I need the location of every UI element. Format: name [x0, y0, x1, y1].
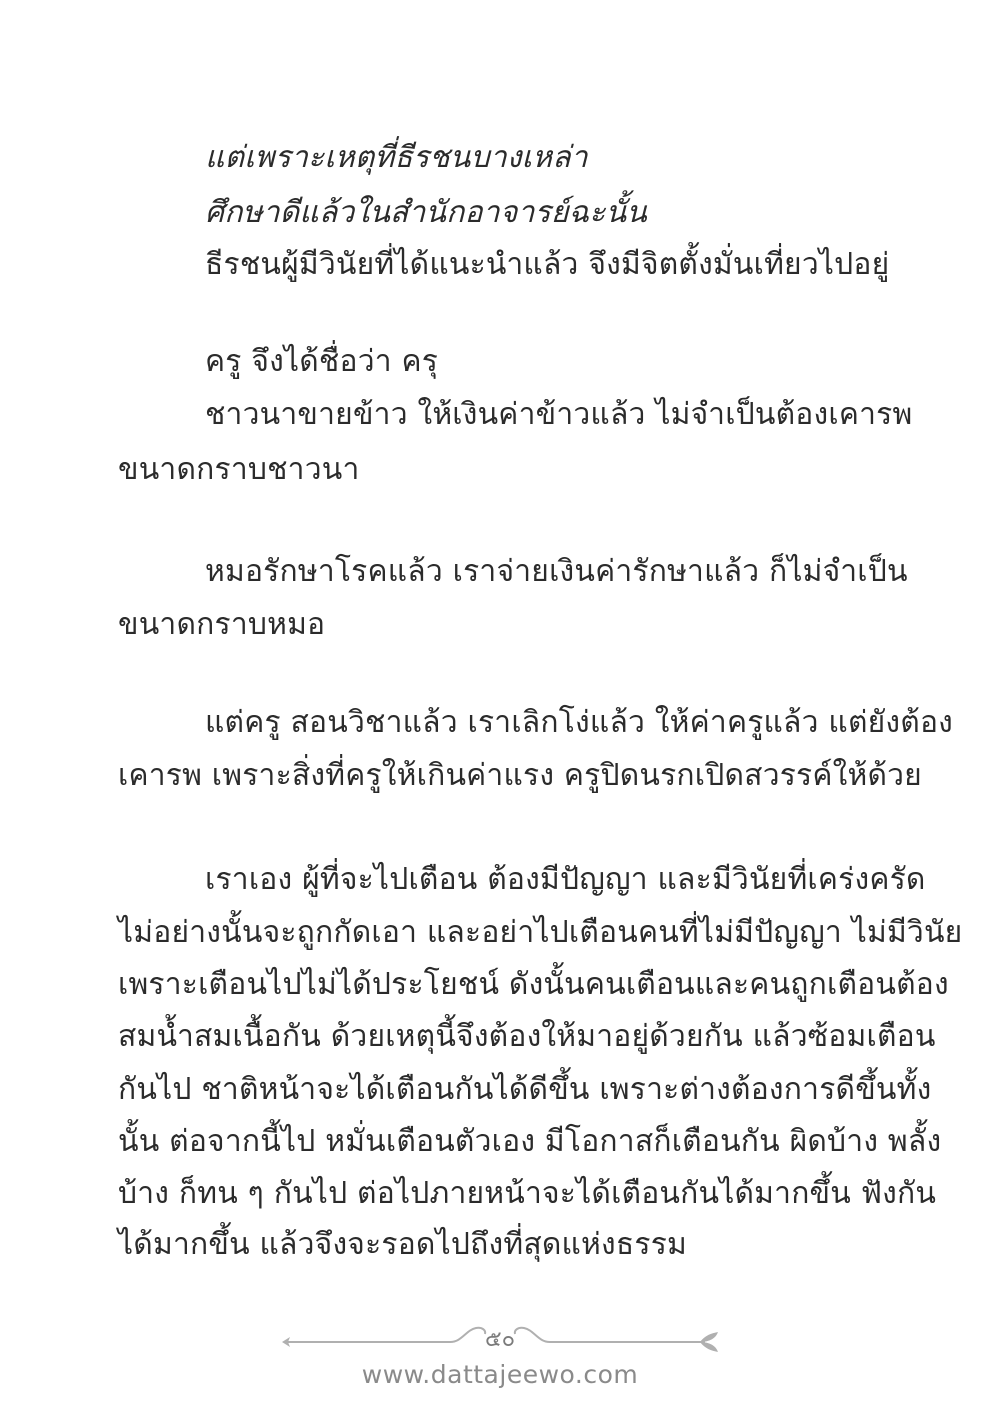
paragraph-4-line-6: นั้น ต่อจากนี้ไป หมั่นเตือนตัวเอง มีโอกาสก็เตือนกัน ผิดบ้าง พลั้ง: [118, 1124, 942, 1159]
verse-line-3: ธีรชนผู้มีวินัยที่ได้แนะนำแล้ว จึงมีจิตตั้งมั่นเที่ยวไปอยู่: [205, 247, 890, 282]
page-number: ๕๐: [484, 1327, 516, 1352]
paragraph-4-line-2: ไม่อย่างนั้นจะถูกกัดเอา และอย่าไปเตือนคนที่ไม่มีปัญญา ไม่มีวินัย: [118, 915, 963, 950]
right-leaf-icon: [700, 1332, 718, 1342]
paragraph-1-line-1: ชาวนาขายข้าว ให้เงินค่าข้าวแล้ว ไม่จำเป็นต้องเคารพ: [205, 397, 913, 432]
paragraph-4-line-5: กันไป ชาติหน้าจะได้เตือนกันได้ดีขึ้น เพราะต่างต้องการดีขึ้นทั้ง: [118, 1072, 932, 1107]
paragraph-3-line-2: เคารพ เพราะสิ่งที่ครูให้เกินค่าแรง ครูปิดนรกเปิดสวรรค์ให้ด้วย: [118, 758, 922, 793]
paragraph-2-line-1: หมอรักษาโรคแล้ว เราจ่ายเงินค่ารักษาแล้ว ก็ไม่จำเป็น: [205, 554, 908, 589]
paragraph-3-line-1: แต่ครู สอนวิชาแล้ว เราเลิกโง่แล้ว ให้ค่าครูแล้ว แต่ยังต้อง: [205, 705, 954, 740]
website-url: www.dattajeewo.com: [361, 1360, 639, 1389]
guru-heading: ครู จึงได้ชื่อว่า ครุ: [205, 344, 439, 379]
verse-line-1: แต่เพราะเหตุที่ธีรชนบางเหล่า: [205, 140, 588, 175]
right-leaf-icon: [700, 1342, 718, 1352]
paragraph-4-line-1: เราเอง ผู้ที่จะไปเตือน ต้องมีปัญญา และมีวินัยที่เคร่งครัด: [205, 862, 926, 897]
paragraph-4-line-8: ได้มากขึ้น แล้วจึงจะรอดไปถึงที่สุดแห่งธรรม: [118, 1227, 687, 1262]
paragraph-4-line-4: สมน้ำสมเนื้อกัน ด้วยเหตุนี้จึงต้องให้มาอยู่ด้วยกัน แล้วซ้อมเตือน: [118, 1019, 936, 1054]
paragraph-2-line-2: ขนาดกราบหมอ: [118, 607, 326, 642]
paragraph-1-line-2: ขนาดกราบชาวนา: [118, 452, 360, 487]
paragraph-4-line-3: เพราะเตือนไปไม่ได้ประโยชน์ ดังนั้นคนเตือนและคนถูกเตือนต้อง: [118, 967, 949, 1002]
paragraph-4-line-7: บ้าง ก็ทน ๆ กันไป ต่อไปภายหน้าจะได้เตือนกันได้มากขึ้น ฟังกัน: [118, 1176, 937, 1211]
verse-line-2: ศึกษาดีแล้วในสำนักอาจารย์ฉะนั้น: [205, 195, 648, 230]
